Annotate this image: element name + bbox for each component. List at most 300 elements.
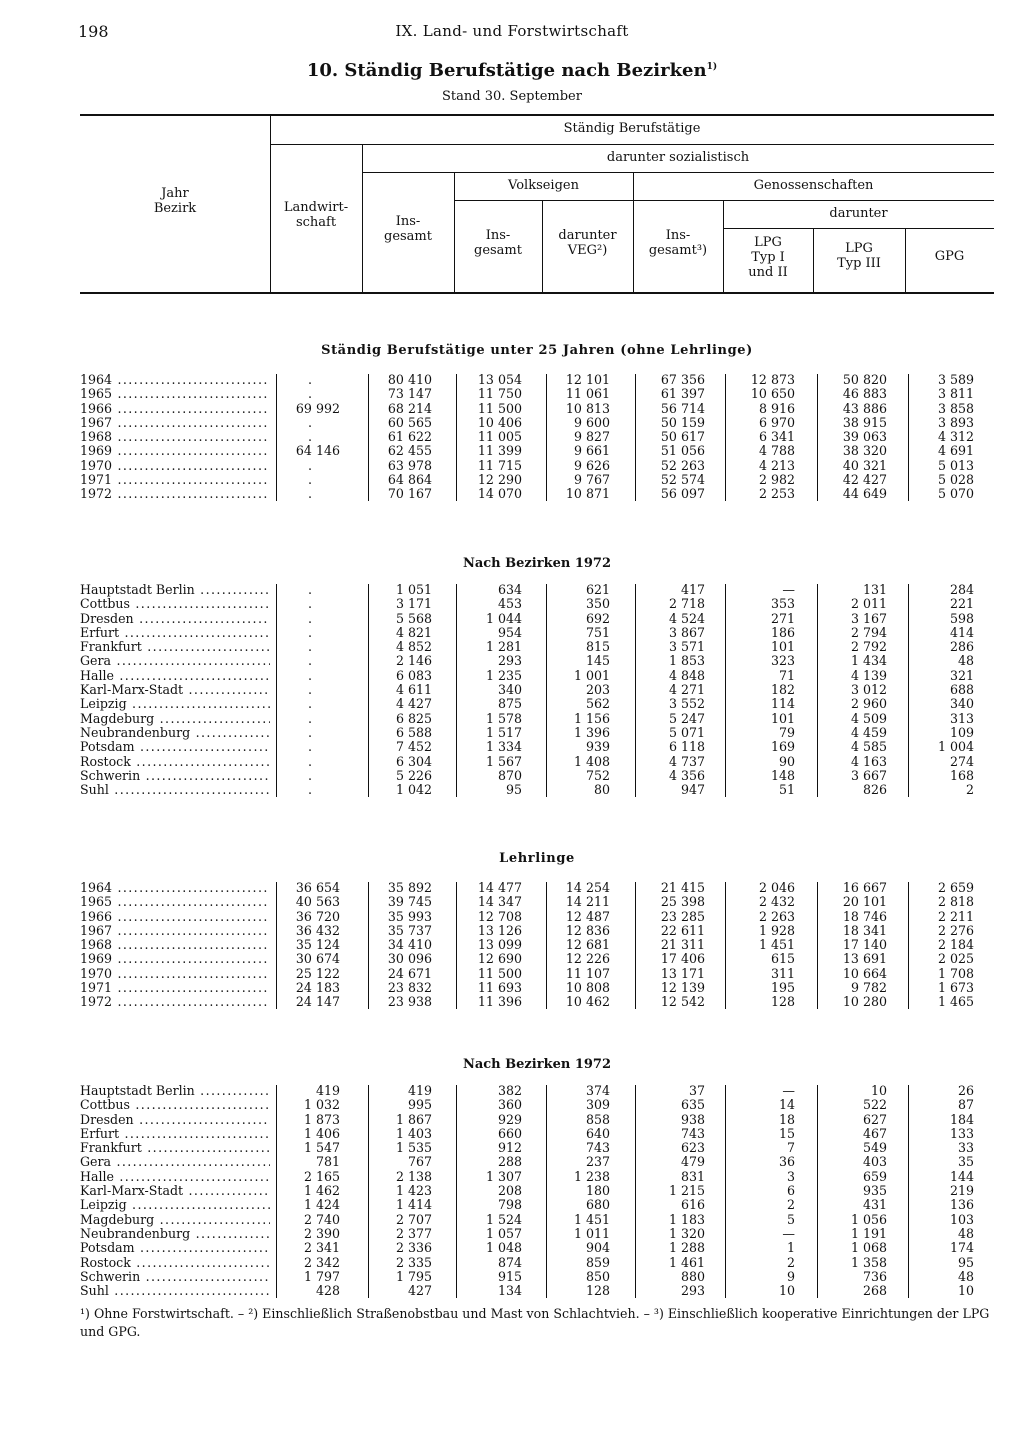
cell-col-5: 5 247 [668,710,705,726]
cell-col-5: 1 183 [668,1211,705,1227]
cell-col-5: 50 159 [660,414,705,430]
cell-col-2: 7 452 [395,739,432,755]
cell-col-6: 51 [778,782,795,798]
row-label: 1970 ..... [80,459,270,473]
cell-col-7: 3 167 [850,610,887,626]
cell-col-7: 131 [862,582,887,597]
table-row [80,654,994,668]
cell-col-5: 37 [688,1083,705,1098]
row-label: Erfurt ..... [80,626,270,640]
cell-col-2: 30 096 [387,951,432,967]
cell-col-4: 11 107 [565,965,610,981]
cell-col-6: 71 [778,667,795,683]
cell-col-3: 875 [497,696,522,712]
cell-col-4: 1 396 [573,724,610,740]
cell-col-4: 1 451 [573,1211,610,1227]
cell-col-6: 195 [770,980,795,996]
cell-col-3: 912 [497,1140,522,1156]
cell-col-5: 880 [680,1268,705,1284]
cell-col-2: 5 568 [395,610,432,626]
table-row [80,640,994,654]
table-row [80,473,994,487]
column-separator [546,374,547,501]
cell-col-4: 374 [585,1083,610,1098]
cell-col-8: 1 465 [937,994,974,1010]
header-genossenschaften: Genossenschaften [753,178,874,193]
cell-col-5: 4 737 [668,753,705,769]
cell-col-5: 3 571 [668,639,705,655]
column-separator [456,1085,457,1298]
cell-col-1: . [307,739,312,755]
table-title [0,60,1024,81]
row-label: Magdeburg ..... [80,712,270,726]
cell-col-7: 4 585 [850,739,887,755]
cell-col-8: 48 [957,653,974,669]
cell-col-3: 1 281 [485,639,522,655]
cell-col-6: 114 [770,696,795,712]
cell-col-5: 52 574 [660,472,705,488]
cell-col-3: 915 [497,1268,522,1284]
cell-col-6: 1 [786,1240,795,1256]
column-separator [635,1085,636,1298]
table-row [80,583,994,597]
row-label: Cottbus ..... [80,1098,270,1112]
cell-col-3: 929 [497,1111,522,1127]
cell-col-7: 826 [862,782,887,798]
row-label: 1964 ..... [80,881,270,895]
header-lpg-typ-3: LPG Typ III [837,241,881,271]
column-separator [368,584,369,797]
cell-col-2: 4 852 [395,639,432,655]
cell-col-2: 73 147 [387,386,432,402]
cell-col-4: 850 [585,1268,610,1284]
cell-col-5: 4 524 [668,610,705,626]
cell-col-2: 24 671 [387,965,432,981]
cell-col-4: 10 462 [565,994,610,1010]
cell-col-3: 293 [497,653,522,669]
header-landwirtschaft: Landwirt- schaft [283,200,349,230]
cell-col-3: 288 [497,1154,522,1170]
row-label: 1972 ..... [80,995,270,1009]
cell-col-4: 180 [585,1183,610,1199]
cell-col-4: 14 211 [565,894,610,910]
row-label: Dresden ..... [80,612,270,626]
cell-col-4: 815 [585,639,610,655]
cell-col-3: 10 406 [477,414,522,430]
row-label: 1964 ..... [80,373,270,387]
cell-col-8: 321 [949,667,974,683]
table-row [80,1155,994,1169]
cell-col-1: 24 147 [295,994,340,1010]
table-row [80,910,994,924]
cell-col-2: 35 892 [387,880,432,895]
column-separator [725,1085,726,1298]
header-gpg: GPG [934,249,965,264]
section-title: Nach Bezirken 1972 [462,556,612,571]
cell-col-1: . [307,639,312,655]
cell-col-4: 743 [585,1140,610,1156]
cell-col-1: 1 032 [303,1097,340,1113]
cell-col-1: 30 674 [295,951,340,967]
row-label: 1969 ..... [80,952,270,966]
table-row [80,1170,994,1184]
row-label: Hauptstadt Berlin ..... [80,583,270,597]
cell-col-1: 36 432 [295,922,340,938]
header-lpg-typ-1-2: LPG Typ I und II [748,235,788,280]
column-separator [546,1085,547,1298]
cell-col-6: 6 970 [758,414,795,430]
table-row [80,669,994,683]
table-row [80,895,994,909]
cell-col-3: 12 290 [477,472,522,488]
row-label: Suhl ..... [80,1284,270,1298]
row-label: Schwerin ..... [80,1270,270,1284]
cell-col-6: 3 [786,1168,795,1184]
cell-col-5: 3 552 [668,696,705,712]
cell-col-7: 268 [862,1283,887,1299]
row-label: 1965 ..... [80,387,270,401]
header-darunter-veg: darunter VEG²) [558,228,617,258]
cell-col-1: 1 797 [303,1268,340,1284]
cell-col-2: 995 [407,1097,432,1113]
cell-col-1: 25 122 [295,965,340,981]
table-row [80,387,994,401]
cell-col-2: 4 821 [395,624,432,640]
header-insgesamt: Ins- gesamt [384,214,432,244]
header-volkseigen-insgesamt: Ins- gesamt [474,228,522,258]
row-label: Rostock ..... [80,1256,270,1270]
cell-col-3: 11 005 [477,429,522,445]
cell-col-3: 1 334 [485,739,522,755]
cell-col-6: 2 982 [758,472,795,488]
cell-col-7: 1 068 [850,1240,887,1256]
row-label: Schwerin ..... [80,769,270,783]
cell-col-7: 659 [862,1168,887,1184]
cell-col-5: 25 398 [660,894,705,910]
cell-col-2: 4 611 [395,682,432,698]
cell-col-3: 870 [497,767,522,783]
cell-col-7: 10 280 [842,994,887,1010]
row-label: Rostock ..... [80,755,270,769]
table-row [80,1184,994,1198]
table-row [80,697,994,711]
cell-col-4: 640 [585,1125,610,1141]
cell-col-8: 3 858 [937,400,974,416]
cell-col-1: . [307,753,312,769]
cell-col-1: . [307,610,312,626]
row-label: 1972 ..... [80,487,270,501]
cell-col-4: 350 [585,596,610,612]
cell-col-2: 34 410 [387,937,432,953]
table-row [80,740,994,754]
cell-col-2: 2 336 [395,1240,432,1256]
table-row [80,881,994,895]
table-row [80,444,994,458]
cell-col-8: 1 004 [937,739,974,755]
cell-col-8: 598 [949,610,974,626]
cell-col-4: 10 813 [565,400,610,416]
table-title-text: 10. Ständig Berufstätige nach Bezirken [306,60,707,81]
row-label: Gera ..... [80,654,270,668]
cell-col-1: 2 390 [303,1225,340,1241]
cell-col-5: 1 461 [668,1254,705,1270]
section-rows [80,881,994,1010]
cell-col-1: 2 341 [303,1240,340,1256]
cell-col-5: 2 718 [668,596,705,612]
cell-col-7: 3 667 [850,767,887,783]
cell-col-8: 48 [957,1225,974,1241]
cell-col-6: 36 [778,1154,795,1170]
cell-col-7: 627 [862,1111,887,1127]
cell-col-6: 323 [770,653,795,669]
cell-col-7: 13 691 [842,951,887,967]
cell-col-8: 95 [957,1254,974,1270]
cell-col-4: 9 600 [573,414,610,430]
column-separator [908,374,909,501]
cell-col-6: 271 [770,610,795,626]
cell-col-1: . [307,486,312,502]
cell-col-7: 2 011 [850,596,887,612]
cell-col-8: 48 [957,1268,974,1284]
cell-col-8: 33 [957,1140,974,1156]
cell-col-4: 9 827 [573,429,610,445]
cell-col-1: 1 406 [303,1125,340,1141]
cell-col-6: — [782,1083,795,1098]
cell-col-6: 9 [786,1268,795,1284]
header-darunter-sozialistisch: darunter sozialistisch [606,150,750,165]
cell-col-6: 15 [778,1125,795,1141]
cell-col-7: 2 792 [850,639,887,655]
header-gen-darunter: darunter [829,206,888,221]
cell-col-5: 1 215 [668,1183,705,1199]
page-number: 198 [78,22,109,41]
cell-col-5: 52 263 [660,457,705,473]
cell-col-5: 17 406 [660,951,705,967]
cell-col-2: 1 423 [395,1183,432,1199]
cell-col-6: 14 [778,1097,795,1113]
table-row [80,1241,994,1255]
cell-col-6: 79 [778,724,795,740]
cell-col-1: 24 183 [295,980,340,996]
cell-col-6: 10 650 [750,386,795,402]
cell-col-7: 2 960 [850,696,887,712]
cell-col-3: 14 477 [477,880,522,895]
cell-col-7: 10 664 [842,965,887,981]
cell-col-7: 20 101 [842,894,887,910]
cell-col-8: 3 893 [937,414,974,430]
cell-col-4: 9 661 [573,443,610,459]
cell-col-3: 1 057 [485,1225,522,1241]
cell-col-8: 133 [949,1125,974,1141]
cell-col-3: 13 054 [477,372,522,387]
cell-col-5: 947 [680,782,705,798]
cell-col-6: 2 263 [758,908,795,924]
column-separator [276,584,277,797]
column-separator [635,374,636,501]
cell-col-7: 39 063 [842,429,887,445]
table-row [80,726,994,740]
cell-col-2: 2 707 [395,1211,432,1227]
cell-col-8: 221 [949,596,974,612]
cell-col-1: . [307,457,312,473]
cell-col-3: 954 [497,624,522,640]
cell-col-5: 635 [680,1097,705,1113]
cell-col-3: 1 235 [485,667,522,683]
cell-col-1: . [307,429,312,445]
cell-col-3: 14 070 [477,486,522,502]
section-title: Lehrlinge [499,851,575,866]
column-separator [725,374,726,501]
cell-col-1: 36 720 [295,908,340,924]
cell-col-5: 4 848 [668,667,705,683]
table-row [80,597,994,611]
cell-col-6: 311 [770,965,795,981]
column-separator [546,584,547,797]
cell-col-2: 1 403 [395,1125,432,1141]
table-row [80,430,994,444]
column-separator [635,882,636,1009]
cell-col-1: 69 992 [295,400,340,416]
cell-col-8: 144 [949,1168,974,1184]
cell-col-1: 1 424 [303,1197,340,1213]
cell-col-5: 3 867 [668,624,705,640]
cell-col-1: . [307,472,312,488]
cell-col-4: 562 [585,696,610,712]
cell-col-1: 40 563 [295,894,340,910]
cell-col-4: 145 [585,653,610,669]
table-row [80,712,994,726]
cell-col-6: 2 [786,1197,795,1213]
section-rows [80,373,994,502]
row-label: 1966 ..... [80,910,270,924]
table-row [80,981,994,995]
row-label: Hauptstadt Berlin ..... [80,1084,270,1098]
cell-col-3: 1 307 [485,1168,522,1184]
row-label: Gera ..... [80,1155,270,1169]
cell-col-3: 1 044 [485,610,522,626]
cell-col-2: 39 745 [387,894,432,910]
row-label: Leipzig ..... [80,697,270,711]
cell-col-6: 186 [770,624,795,640]
cell-col-5: 5 071 [668,724,705,740]
cell-col-8: 26 [957,1083,974,1098]
row-label: Neubrandenburg ..... [80,726,270,740]
cell-col-3: 12 708 [477,908,522,924]
cell-col-7: 935 [862,1183,887,1199]
cell-col-7: 3 012 [850,682,887,698]
cell-col-3: 14 347 [477,894,522,910]
cell-col-5: 61 397 [660,386,705,402]
cell-col-3: 1 578 [485,710,522,726]
table-row [80,1098,994,1112]
cell-col-6: 6 [786,1183,795,1199]
cell-col-8: 5 028 [937,472,974,488]
cell-col-8: 184 [949,1111,974,1127]
row-label: Suhl ..... [80,783,270,797]
cell-col-2: 767 [407,1154,432,1170]
table-row [80,1113,994,1127]
column-separator [456,882,457,1009]
cell-col-1: 2 165 [303,1168,340,1184]
column-separator [725,882,726,1009]
cell-col-3: 11 399 [477,443,522,459]
cell-col-2: 23 832 [387,980,432,996]
cell-col-2: 2 377 [395,1225,432,1241]
cell-col-2: 2 138 [395,1168,432,1184]
cell-col-1: . [307,624,312,640]
cell-col-6: 101 [770,639,795,655]
cell-col-2: 6 083 [395,667,432,683]
column-separator [817,1085,818,1298]
cell-col-5: 56 097 [660,486,705,502]
cell-col-1: 419 [315,1083,340,1098]
table-row [80,612,994,626]
cell-col-2: 61 622 [387,429,432,445]
cell-col-2: 35 993 [387,908,432,924]
row-label: Cottbus ..... [80,597,270,611]
table-row [80,995,994,1009]
column-separator [635,584,636,797]
cell-col-4: 14 254 [565,880,610,895]
cell-col-2: 1 795 [395,1268,432,1284]
column-separator [908,584,909,797]
cell-col-6: — [782,582,795,597]
cell-col-2: 4 427 [395,696,432,712]
cell-col-7: 1 191 [850,1225,887,1241]
header-volkseigen: Volkseigen [508,178,579,193]
cell-col-3: 11 500 [477,400,522,416]
cell-col-3: 1 524 [485,1211,522,1227]
row-label: Leipzig ..... [80,1198,270,1212]
cell-col-3: 11 500 [477,965,522,981]
cell-col-8: 5 013 [937,457,974,473]
column-separator [817,584,818,797]
row-label: 1966 ..... [80,402,270,416]
cell-col-5: 12 542 [660,994,705,1010]
cell-col-6: 128 [770,994,795,1010]
row-label: Frankfurt ..... [80,1141,270,1155]
column-separator [368,882,369,1009]
cell-col-2: 1 414 [395,1197,432,1213]
row-label: Magdeburg ..... [80,1213,270,1227]
cell-col-4: 692 [585,610,610,626]
cell-col-7: 10 [870,1083,887,1098]
table-subtitle: Stand 30. September [442,89,582,104]
column-separator [546,882,547,1009]
cell-col-8: 2 276 [937,922,974,938]
cell-col-4: 9 626 [573,457,610,473]
cell-col-4: 904 [585,1240,610,1256]
table-row [80,1198,994,1212]
table-row [80,459,994,473]
cell-col-1: . [307,414,312,430]
cell-col-8: 313 [949,710,974,726]
table-row [80,683,994,697]
cell-col-4: 1 156 [573,710,610,726]
cell-col-3: 134 [497,1283,522,1299]
cell-col-7: 18 341 [842,922,887,938]
row-label: Karl-Marx-Stadt ..... [80,1184,270,1198]
cell-col-1: . [307,667,312,683]
cell-col-6: 615 [770,951,795,967]
table-row [80,783,994,797]
cell-col-6: — [782,1225,795,1241]
table-row [80,769,994,783]
cell-col-8: 1 708 [937,965,974,981]
cell-col-2: 64 864 [387,472,432,488]
cell-col-3: 11 396 [477,994,522,1010]
header-jahr-bezirk: Jahr Bezirk [153,186,197,216]
